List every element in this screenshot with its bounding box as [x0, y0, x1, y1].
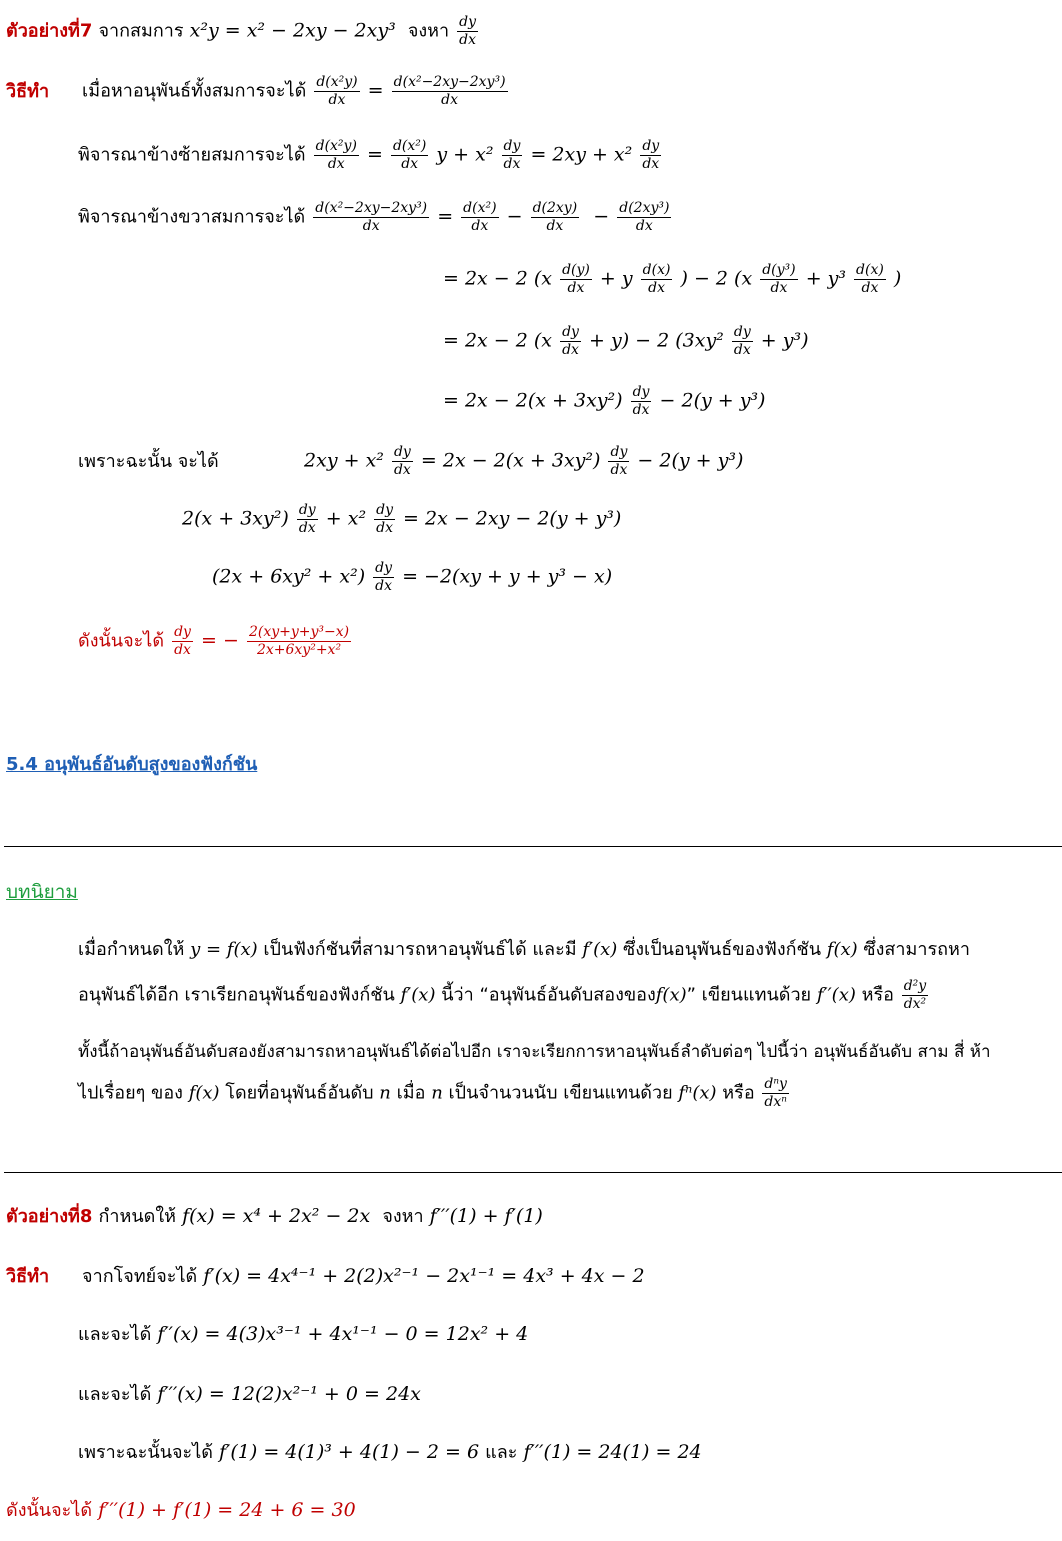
example7-label: ตัวอย่างที่7 — [6, 20, 93, 42]
ex8-s1-text: จากโจทย์จะได้ — [82, 1266, 198, 1287]
step1-rhs-fraction: $\frac{\text{d(x²−2xy−2xy³)}}{dx}$ — [393, 74, 506, 108]
ex8-s2-text: และจะได้ — [78, 1324, 152, 1345]
def-p1-c: ซึ่งเป็นอนุพันธ์ของฟังก์ชัน — [623, 939, 822, 960]
step2-c: = 2xy + x² — [530, 143, 633, 166]
ex8-s2-expr: f′′(x) = 4(3)x³⁻¹ + 4x¹⁻¹ − 0 = 12x² + 4 — [157, 1323, 529, 1345]
ex8-conclusion-text: ดังนั้นจะได้ — [6, 1500, 93, 1521]
definition-line3 — [78, 1038, 991, 1066]
step2-b-fraction: $\frac{dy}{dx}$ — [503, 138, 521, 172]
line4-e: ) — [893, 267, 902, 290]
example8-ask: จงหา — [382, 1206, 424, 1227]
def-p4-m3: n — [431, 1082, 443, 1104]
def-p4-c: เมื่อ — [396, 1082, 426, 1104]
def-p3: ทั้งนี้ถ้าอนุพันธ์อันดับสองยังสามารถหาอนุพันธ์ได้ต่อไปอีก เราจะเรียกการหาอนุพันธ์ลำดับต่อๆ ไปนี้ว่า อนุพันธ์อันดับ สาม สี่ ห้า — [78, 1042, 991, 1062]
step3-a-fraction: $\frac{\text{d(x²)}}{dx}$ — [463, 200, 497, 234]
line4-a: = 2x − 2 (x — [443, 267, 553, 290]
example7-step3: พิจารณาข้างขวาสมการจะได้ $\frac{\text{d(x²−2xy−2xy³)}}{dx}$ = $\frac{\text{d(x²)}}{dx}$ − $\frac{d(2xy)}{dx}$ − $\frac{\text{d(2xy³)}}{dx}$ — [78, 200, 670, 234]
def-p2-d: หรือ — [861, 984, 894, 1006]
example8-step4 — [78, 1438, 702, 1467]
ex8-s3-text: และจะได้ — [78, 1384, 152, 1405]
line4-c: ) − 2 (x — [680, 267, 753, 290]
line4-f1: $\frac{d(y)}{dx}$ — [562, 262, 590, 296]
ex8-s1-expr: f′(x) = 4x⁴⁻¹ + 2(2)x²⁻¹ − 2x¹⁻¹ = 4x³ + 4x − 2 — [203, 1265, 645, 1287]
example7-line9 — [212, 560, 612, 595]
def-p2-a: อนุพันธ์ได้อีก เราเรียกอนุพันธ์ของฟังก์ชัน — [78, 984, 395, 1006]
example7-ask: จงหา — [407, 20, 450, 42]
def-p4-fraction: $\frac{\text{dⁿy}}{\text{dxⁿ}}$ — [764, 1076, 787, 1110]
ex8-s4-expr2: f′′′(1) = 24(1) = 24 — [523, 1441, 702, 1463]
therefore-text: เพราะฉะนั้น จะได้ — [78, 450, 219, 472]
step3-text: พิจารณาข้างขวาสมการจะได้ — [78, 206, 306, 228]
section-title-text: 5.4 อนุพันธ์อันดับสูงของฟังก์ชัน — [6, 754, 258, 775]
example8-header — [6, 1202, 543, 1231]
step1-lhs-fraction: $\frac{\text{d(x²y)}}{dx}$ — [316, 74, 358, 108]
line8-c: = 2x − 2xy − 2(y + y³) — [403, 507, 622, 530]
definition-line2 — [78, 978, 930, 1013]
def-p4-d: เป็นจำนวนนับ เขียนแทนด้วย — [448, 1082, 673, 1104]
example8-solution-label: วิธีทำ — [6, 1266, 50, 1287]
definition-title — [6, 878, 78, 906]
def-p4-b: โดยที่อนุพันธ์อันดับ — [225, 1082, 374, 1104]
example7-step2: พิจารณาข้างซ้ายสมการจะได้ $\frac{\text{d(x²y)}}{dx}$ = $\frac{\text{d(x²)}}{dx}$ y + x² $\frac{dy}{dx}$ = 2xy + x² $\frac{dy}{dx}$ — [78, 138, 660, 172]
line5-a: = 2x − 2 (x — [443, 329, 553, 352]
ex8-s4-text: เพราะฉะนั้นจะได้ — [78, 1442, 213, 1463]
conclusion-f1: $\frac{dy}{dx}$ — [174, 624, 191, 658]
def-p2-fraction: $\frac{\text{d²y}}{\text{dx²}}$ — [903, 978, 927, 1012]
line9-f1: $\frac{dy}{dx}$ — [375, 560, 393, 594]
example7-line5 — [443, 324, 809, 359]
def-p2-m1: f′(x) — [400, 984, 436, 1006]
example7-line6 — [443, 384, 765, 419]
example7-intro: จากสมการ — [98, 20, 184, 42]
example7-conclusion — [78, 624, 353, 659]
divider-top — [4, 846, 1062, 847]
step3-lhs-fraction: $\frac{\text{d(x²−2xy−2xy³)}}{dx}$ — [315, 200, 428, 234]
def-p1-d: ซึ่งสามารถหา — [863, 939, 971, 960]
line6-f1: $\frac{dy}{dx}$ — [632, 384, 650, 418]
def-p1-b: เป็นฟังก์ชันที่สามารถหาอนุพันธ์ได้ และมี — [263, 939, 577, 960]
def-p2-c: ” เขียนแทนด้วย — [686, 984, 812, 1006]
line8-a: 2(x + 3xy²) — [182, 507, 289, 530]
definition-title-text: บทนิยาม — [6, 881, 78, 903]
ex8-s4-and: และ — [485, 1442, 518, 1463]
example8-step2 — [78, 1320, 528, 1349]
example7-step1: วิธีทำ เมื่อหาอนุพันธ์ทั้งสมการจะได้ $\frac{\text{d(x²y)}}{dx}$ = $\frac{\text{d(x²−2xy−2xy³)}}{dx}$ — [6, 74, 506, 108]
example7-line4 — [443, 262, 901, 297]
def-p4-e: หรือ — [722, 1082, 755, 1104]
line7-f1: $\frac{dy}{dx}$ — [393, 444, 411, 478]
line5-b: + y) − 2 (3xy² — [589, 329, 724, 352]
def-p1-m2: f′(x) — [582, 939, 618, 960]
example8-equation: f(x) = x⁴ + 2x² − 2x — [182, 1205, 371, 1227]
step2-mid: y + x² — [436, 143, 494, 166]
def-p4-a: ไปเรื่อยๆ ของ — [78, 1082, 183, 1104]
example7-header — [6, 14, 480, 49]
def-p2-m2: f(x) — [655, 984, 687, 1006]
line5-c: + y³) — [760, 329, 809, 352]
line5-f1: $\frac{dy}{dx}$ — [562, 324, 579, 358]
example7-solution-label: วิธีทำ — [6, 80, 50, 102]
ex8-s3-expr: f′′′(x) = 12(2)x²⁻¹ + 0 = 24x — [157, 1383, 421, 1405]
def-p1-m1: y = f(x) — [190, 939, 258, 960]
section-title — [6, 750, 257, 779]
example8-step3 — [78, 1380, 421, 1409]
line8-f1: $\frac{dy}{dx}$ — [298, 502, 316, 536]
line7-a: 2xy + x² — [304, 449, 384, 472]
step2-a-fraction: $\frac{\text{d(x²)}}{dx}$ — [392, 138, 427, 172]
example7-line7 — [78, 444, 743, 479]
line8-f2: $\frac{dy}{dx}$ — [376, 502, 393, 536]
line8-b: + x² — [325, 507, 367, 530]
example8-step1 — [6, 1262, 645, 1291]
ex8-s4-expr1: f′(1) = 4(1)³ + 4(1) − 2 = 6 — [219, 1441, 480, 1463]
line6-a: = 2x − 2(x + 3xy²) — [443, 389, 623, 412]
line4-f3: $\frac{\text{d(y³)}}{dx}$ — [762, 262, 796, 296]
line4-b: + y — [599, 267, 633, 290]
def-p4-m1: f(x) — [188, 1082, 220, 1104]
line9-a: (2x + 6xy² + x²) — [212, 565, 366, 588]
line6-b: − 2(y + y³) — [659, 389, 766, 412]
def-p2-b: นี้ว่า “อนุพันธ์อันดับสองของ — [441, 984, 656, 1006]
line7-c: − 2(y + y³) — [637, 449, 744, 472]
example7-line8 — [182, 502, 621, 537]
def-p1-a: เมื่อกำหนดให้ — [78, 939, 185, 960]
example7-ask-fraction: $\frac{dy}{dx}$ — [459, 14, 477, 48]
line7-b: = 2x − 2(x + 3xy²) — [420, 449, 601, 472]
example7-equation: x²y = x² − 2xy − 2xy³ — [189, 19, 396, 42]
step1-text: เมื่อหาอนุพันธ์ทั้งสมการจะได้ — [82, 80, 307, 102]
line5-f2: $\frac{dy}{dx}$ — [733, 324, 751, 358]
definition-line4 — [78, 1076, 791, 1111]
step2-text: พิจารณาข้างซ้ายสมการจะได้ — [78, 144, 306, 166]
line4-f2: $\frac{d(x)}{dx}$ — [642, 262, 671, 296]
step3-c-fraction: $\frac{\text{d(2xy³)}}{dx}$ — [619, 200, 670, 234]
example8-conclusion — [6, 1496, 356, 1525]
line9-b: = −2(xy + y + y³ − x) — [402, 565, 613, 588]
ex8-conclusion-expr: f′′′(1) + f′(1) = 24 + 6 = 30 — [98, 1499, 356, 1521]
conclusion-text: ดังนั้นจะได้ — [78, 630, 165, 652]
conclusion-f2: $\frac{\text{2(xy+y+y³−x)}}{\text{2x+6xy²+x²}}$ — [248, 624, 350, 658]
conclusion-eq: = − — [201, 629, 239, 652]
step2-b2-fraction: $\frac{dy}{dx}$ — [642, 138, 660, 172]
example8-label: ตัวอย่างที่8 — [6, 1206, 93, 1227]
step2-lhs-fraction: $\frac{\text{d(x²y)}}{dx}$ — [315, 138, 357, 172]
def-p4-m2: n — [379, 1082, 391, 1104]
line4-d: + y³ — [805, 267, 846, 290]
line7-f2: $\frac{dy}{dx}$ — [610, 444, 628, 478]
definition-line1 — [78, 936, 970, 964]
def-p4-m4: fⁿ(x) — [678, 1082, 717, 1104]
divider-bottom — [4, 1172, 1062, 1173]
example8-intro: กำหนดให้ — [98, 1206, 177, 1227]
def-p2-m3: f′′(x) — [816, 984, 856, 1006]
line4-f4: $\frac{d(x)}{dx}$ — [856, 262, 884, 296]
example8-ask-expr: f′′′(1) + f′(1) — [429, 1205, 543, 1227]
step3-b-fraction: $\frac{d(2xy)}{dx}$ — [532, 200, 578, 234]
def-p1-m3: f(x) — [826, 939, 858, 960]
